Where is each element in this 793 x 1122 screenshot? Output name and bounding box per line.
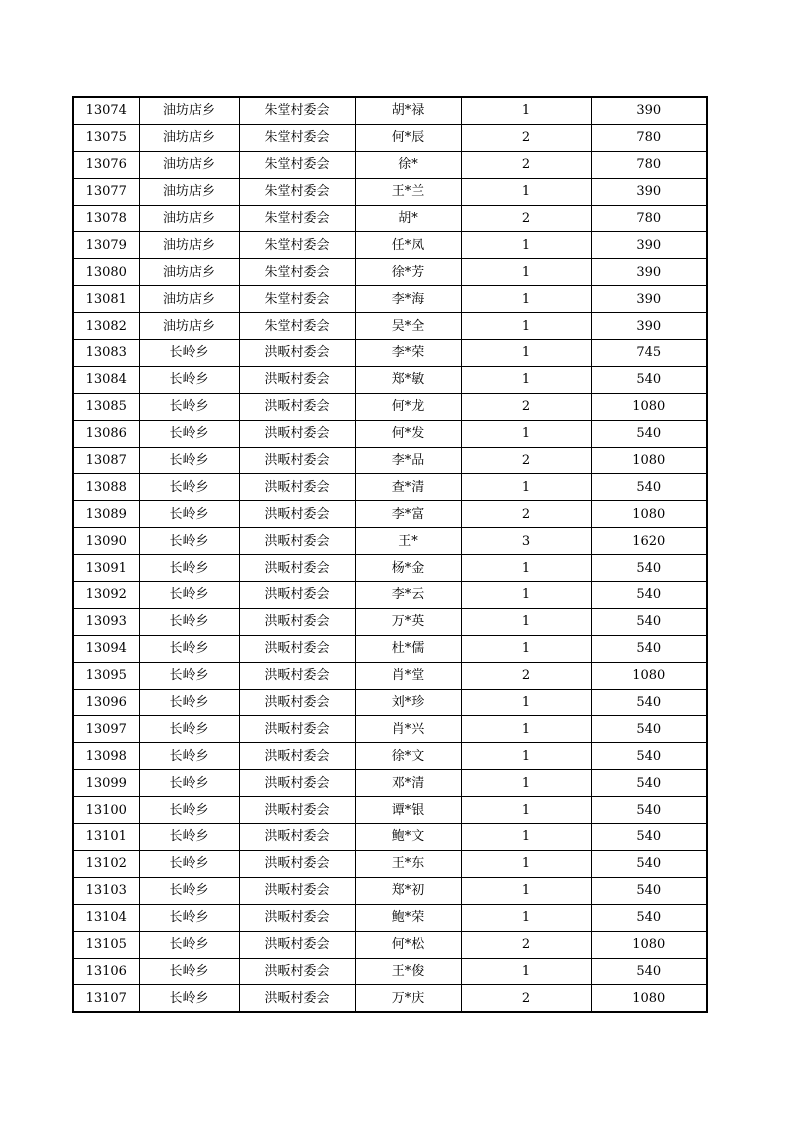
amount-cell: 780 <box>591 151 707 178</box>
village-committee-cell: 朱堂村委会 <box>239 124 355 151</box>
household-size-cell: 2 <box>461 931 591 958</box>
township-cell: 长岭乡 <box>139 447 239 474</box>
township-cell: 长岭乡 <box>139 689 239 716</box>
name-cell: 杜*儒 <box>355 635 461 662</box>
amount-cell: 390 <box>591 178 707 205</box>
household-size-cell: 3 <box>461 528 591 555</box>
township-cell: 油坊店乡 <box>139 259 239 286</box>
serial-number-cell: 13105 <box>73 931 139 958</box>
village-committee-cell: 洪畈村委会 <box>239 904 355 931</box>
table-row <box>73 582 707 609</box>
name-cell: 李*海 <box>355 286 461 313</box>
table-row <box>73 151 707 178</box>
household-size-cell: 1 <box>461 582 591 609</box>
serial-number-cell: 13093 <box>73 608 139 635</box>
table-row <box>73 931 707 958</box>
amount-cell: 390 <box>591 97 707 124</box>
amount-cell: 540 <box>591 582 707 609</box>
serial-number-cell: 13082 <box>73 313 139 340</box>
table-row <box>73 689 707 716</box>
household-size-cell: 2 <box>461 205 591 232</box>
household-size-cell: 1 <box>461 904 591 931</box>
amount-cell: 540 <box>591 904 707 931</box>
name-cell: 鲍*文 <box>355 824 461 851</box>
township-cell: 长岭乡 <box>139 340 239 367</box>
village-committee-cell: 洪畈村委会 <box>239 850 355 877</box>
village-committee-cell: 洪畈村委会 <box>239 366 355 393</box>
serial-number-cell: 13097 <box>73 716 139 743</box>
serial-number-cell: 13084 <box>73 366 139 393</box>
amount-cell: 540 <box>591 366 707 393</box>
name-cell: 何*松 <box>355 931 461 958</box>
village-committee-cell: 洪畈村委会 <box>239 420 355 447</box>
household-size-cell: 1 <box>461 286 591 313</box>
table-row <box>73 743 707 770</box>
serial-number-cell: 13092 <box>73 582 139 609</box>
table-row <box>73 608 707 635</box>
serial-number-cell: 13101 <box>73 824 139 851</box>
amount-cell: 1080 <box>591 447 707 474</box>
name-cell: 何*发 <box>355 420 461 447</box>
name-cell: 何*辰 <box>355 124 461 151</box>
table-row <box>73 205 707 232</box>
household-size-cell: 1 <box>461 770 591 797</box>
village-committee-cell: 洪畈村委会 <box>239 501 355 528</box>
village-committee-cell: 洪畈村委会 <box>239 447 355 474</box>
household-size-cell: 2 <box>461 393 591 420</box>
village-committee-cell: 洪畈村委会 <box>239 743 355 770</box>
township-cell: 长岭乡 <box>139 501 239 528</box>
amount-cell: 540 <box>591 958 707 985</box>
name-cell: 李*品 <box>355 447 461 474</box>
amount-cell: 1080 <box>591 501 707 528</box>
township-cell: 长岭乡 <box>139 474 239 501</box>
amount-cell: 540 <box>591 770 707 797</box>
village-committee-cell: 洪畈村委会 <box>239 716 355 743</box>
serial-number-cell: 13091 <box>73 555 139 582</box>
name-cell: 刘*珍 <box>355 689 461 716</box>
household-size-cell: 1 <box>461 97 591 124</box>
township-cell: 长岭乡 <box>139 824 239 851</box>
village-committee-cell: 洪畈村委会 <box>239 797 355 824</box>
township-cell: 长岭乡 <box>139 555 239 582</box>
table-row <box>73 824 707 851</box>
amount-cell: 540 <box>591 555 707 582</box>
village-committee-cell: 洪畈村委会 <box>239 985 355 1012</box>
serial-number-cell: 13085 <box>73 393 139 420</box>
township-cell: 长岭乡 <box>139 582 239 609</box>
village-committee-cell: 洪畈村委会 <box>239 555 355 582</box>
serial-number-cell: 13080 <box>73 259 139 286</box>
village-committee-cell: 洪畈村委会 <box>239 824 355 851</box>
amount-cell: 780 <box>591 205 707 232</box>
township-cell: 长岭乡 <box>139 716 239 743</box>
household-size-cell: 1 <box>461 474 591 501</box>
name-cell: 杨*金 <box>355 555 461 582</box>
serial-number-cell: 13074 <box>73 97 139 124</box>
household-size-cell: 1 <box>461 340 591 367</box>
table-row <box>73 716 707 743</box>
serial-number-cell: 13083 <box>73 340 139 367</box>
township-cell: 长岭乡 <box>139 770 239 797</box>
household-size-cell: 1 <box>461 232 591 259</box>
household-size-cell: 1 <box>461 608 591 635</box>
table-row <box>73 178 707 205</box>
township-cell: 长岭乡 <box>139 366 239 393</box>
serial-number-cell: 13095 <box>73 662 139 689</box>
table-row <box>73 797 707 824</box>
household-size-cell: 1 <box>461 366 591 393</box>
village-committee-cell: 洪畈村委会 <box>239 770 355 797</box>
household-size-cell: 1 <box>461 850 591 877</box>
village-committee-cell: 洪畈村委会 <box>239 528 355 555</box>
household-size-cell: 1 <box>461 313 591 340</box>
amount-cell: 390 <box>591 232 707 259</box>
village-committee-cell: 洪畈村委会 <box>239 877 355 904</box>
household-size-cell: 1 <box>461 555 591 582</box>
township-cell: 油坊店乡 <box>139 151 239 178</box>
table-row <box>73 286 707 313</box>
township-cell: 长岭乡 <box>139 743 239 770</box>
amount-cell: 390 <box>591 313 707 340</box>
township-cell: 长岭乡 <box>139 635 239 662</box>
serial-number-cell: 13089 <box>73 501 139 528</box>
table-row <box>73 528 707 555</box>
amount-cell: 540 <box>591 689 707 716</box>
village-committee-cell: 朱堂村委会 <box>239 178 355 205</box>
household-size-cell: 2 <box>461 151 591 178</box>
village-committee-cell: 洪畈村委会 <box>239 689 355 716</box>
amount-cell: 1080 <box>591 985 707 1012</box>
village-committee-cell: 洪畈村委会 <box>239 393 355 420</box>
table-row <box>73 124 707 151</box>
household-size-cell: 1 <box>461 635 591 662</box>
serial-number-cell: 13090 <box>73 528 139 555</box>
serial-number-cell: 13107 <box>73 985 139 1012</box>
serial-number-cell: 13075 <box>73 124 139 151</box>
village-committee-cell: 朱堂村委会 <box>239 313 355 340</box>
serial-number-cell: 13077 <box>73 178 139 205</box>
amount-cell: 1620 <box>591 528 707 555</box>
table-row <box>73 662 707 689</box>
serial-number-cell: 13087 <box>73 447 139 474</box>
township-cell: 长岭乡 <box>139 904 239 931</box>
household-size-cell: 1 <box>461 743 591 770</box>
village-committee-cell: 朱堂村委会 <box>239 97 355 124</box>
serial-number-cell: 13103 <box>73 877 139 904</box>
township-cell: 长岭乡 <box>139 985 239 1012</box>
township-cell: 油坊店乡 <box>139 178 239 205</box>
household-size-cell: 2 <box>461 662 591 689</box>
serial-number-cell: 13094 <box>73 635 139 662</box>
name-cell: 鲍*荣 <box>355 904 461 931</box>
township-cell: 油坊店乡 <box>139 97 239 124</box>
household-size-cell: 1 <box>461 797 591 824</box>
name-cell: 徐*文 <box>355 743 461 770</box>
amount-cell: 540 <box>591 608 707 635</box>
table-row <box>73 340 707 367</box>
amount-cell: 540 <box>591 877 707 904</box>
township-cell: 长岭乡 <box>139 420 239 447</box>
name-cell: 肖*堂 <box>355 662 461 689</box>
household-size-cell: 2 <box>461 501 591 528</box>
household-size-cell: 2 <box>461 124 591 151</box>
serial-number-cell: 13081 <box>73 286 139 313</box>
serial-number-cell: 13099 <box>73 770 139 797</box>
village-committee-cell: 朱堂村委会 <box>239 259 355 286</box>
amount-cell: 540 <box>591 743 707 770</box>
village-committee-cell: 洪畈村委会 <box>239 958 355 985</box>
township-cell: 油坊店乡 <box>139 205 239 232</box>
amount-cell: 540 <box>591 716 707 743</box>
name-cell: 查*清 <box>355 474 461 501</box>
household-size-cell: 1 <box>461 689 591 716</box>
serial-number-cell: 13076 <box>73 151 139 178</box>
serial-number-cell: 13100 <box>73 797 139 824</box>
table-row <box>73 259 707 286</box>
township-cell: 长岭乡 <box>139 608 239 635</box>
table-row <box>73 447 707 474</box>
table-row <box>73 555 707 582</box>
serial-number-cell: 13078 <box>73 205 139 232</box>
name-cell: 万*庆 <box>355 985 461 1012</box>
name-cell: 李*富 <box>355 501 461 528</box>
township-cell: 长岭乡 <box>139 850 239 877</box>
amount-cell: 540 <box>591 850 707 877</box>
name-cell: 邓*清 <box>355 770 461 797</box>
household-size-cell: 1 <box>461 420 591 447</box>
household-size-cell: 1 <box>461 958 591 985</box>
name-cell: 胡*禄 <box>355 97 461 124</box>
amount-cell: 1080 <box>591 931 707 958</box>
township-cell: 长岭乡 <box>139 528 239 555</box>
table-row <box>73 877 707 904</box>
village-committee-cell: 洪畈村委会 <box>239 340 355 367</box>
village-committee-cell: 洪畈村委会 <box>239 931 355 958</box>
name-cell: 徐*芳 <box>355 259 461 286</box>
amount-cell: 540 <box>591 635 707 662</box>
village-committee-cell: 洪畈村委会 <box>239 635 355 662</box>
name-cell: 何*龙 <box>355 393 461 420</box>
village-committee-cell: 洪畈村委会 <box>239 474 355 501</box>
household-size-cell: 1 <box>461 877 591 904</box>
township-cell: 长岭乡 <box>139 797 239 824</box>
amount-cell: 1080 <box>591 662 707 689</box>
table-row <box>73 904 707 931</box>
township-cell: 油坊店乡 <box>139 232 239 259</box>
village-committee-cell: 洪畈村委会 <box>239 608 355 635</box>
amount-cell: 540 <box>591 797 707 824</box>
village-committee-cell: 朱堂村委会 <box>239 205 355 232</box>
name-cell: 王*东 <box>355 850 461 877</box>
name-cell: 王*俊 <box>355 958 461 985</box>
name-cell: 谭*银 <box>355 797 461 824</box>
table-row <box>73 393 707 420</box>
table-row <box>73 635 707 662</box>
serial-number-cell: 13102 <box>73 850 139 877</box>
record-table-body <box>73 97 707 1012</box>
amount-cell: 780 <box>591 124 707 151</box>
township-cell: 油坊店乡 <box>139 286 239 313</box>
table-row <box>73 97 707 124</box>
serial-number-cell: 13096 <box>73 689 139 716</box>
name-cell: 肖*兴 <box>355 716 461 743</box>
serial-number-cell: 13086 <box>73 420 139 447</box>
record-table <box>72 96 708 1013</box>
table-row <box>73 958 707 985</box>
name-cell: 任*凤 <box>355 232 461 259</box>
name-cell: 郑*敏 <box>355 366 461 393</box>
household-size-cell: 1 <box>461 716 591 743</box>
table-row <box>73 501 707 528</box>
serial-number-cell: 13098 <box>73 743 139 770</box>
serial-number-cell: 13088 <box>73 474 139 501</box>
name-cell: 王*兰 <box>355 178 461 205</box>
township-cell: 长岭乡 <box>139 931 239 958</box>
serial-number-cell: 13079 <box>73 232 139 259</box>
serial-number-cell: 13106 <box>73 958 139 985</box>
name-cell: 李*荣 <box>355 340 461 367</box>
household-size-cell: 2 <box>461 447 591 474</box>
township-cell: 油坊店乡 <box>139 313 239 340</box>
amount-cell: 540 <box>591 824 707 851</box>
table-row <box>73 420 707 447</box>
township-cell: 长岭乡 <box>139 393 239 420</box>
name-cell: 吴*全 <box>355 313 461 340</box>
table-row <box>73 366 707 393</box>
township-cell: 油坊店乡 <box>139 124 239 151</box>
name-cell: 王* <box>355 528 461 555</box>
table-row <box>73 770 707 797</box>
name-cell: 万*英 <box>355 608 461 635</box>
name-cell: 徐* <box>355 151 461 178</box>
township-cell: 长岭乡 <box>139 877 239 904</box>
village-committee-cell: 洪畈村委会 <box>239 662 355 689</box>
amount-cell: 1080 <box>591 393 707 420</box>
name-cell: 李*云 <box>355 582 461 609</box>
name-cell: 胡* <box>355 205 461 232</box>
amount-cell: 745 <box>591 340 707 367</box>
table-row <box>73 313 707 340</box>
name-cell: 郑*初 <box>355 877 461 904</box>
household-size-cell: 1 <box>461 824 591 851</box>
serial-number-cell: 13104 <box>73 904 139 931</box>
amount-cell: 390 <box>591 259 707 286</box>
township-cell: 长岭乡 <box>139 662 239 689</box>
household-size-cell: 1 <box>461 178 591 205</box>
village-committee-cell: 朱堂村委会 <box>239 286 355 313</box>
township-cell: 长岭乡 <box>139 958 239 985</box>
table-row <box>73 850 707 877</box>
table-row <box>73 985 707 1012</box>
household-size-cell: 2 <box>461 985 591 1012</box>
amount-cell: 390 <box>591 286 707 313</box>
household-size-cell: 1 <box>461 259 591 286</box>
amount-cell: 540 <box>591 420 707 447</box>
village-committee-cell: 朱堂村委会 <box>239 232 355 259</box>
village-committee-cell: 洪畈村委会 <box>239 582 355 609</box>
amount-cell: 540 <box>591 474 707 501</box>
table-row <box>73 474 707 501</box>
village-committee-cell: 朱堂村委会 <box>239 151 355 178</box>
table-row <box>73 232 707 259</box>
